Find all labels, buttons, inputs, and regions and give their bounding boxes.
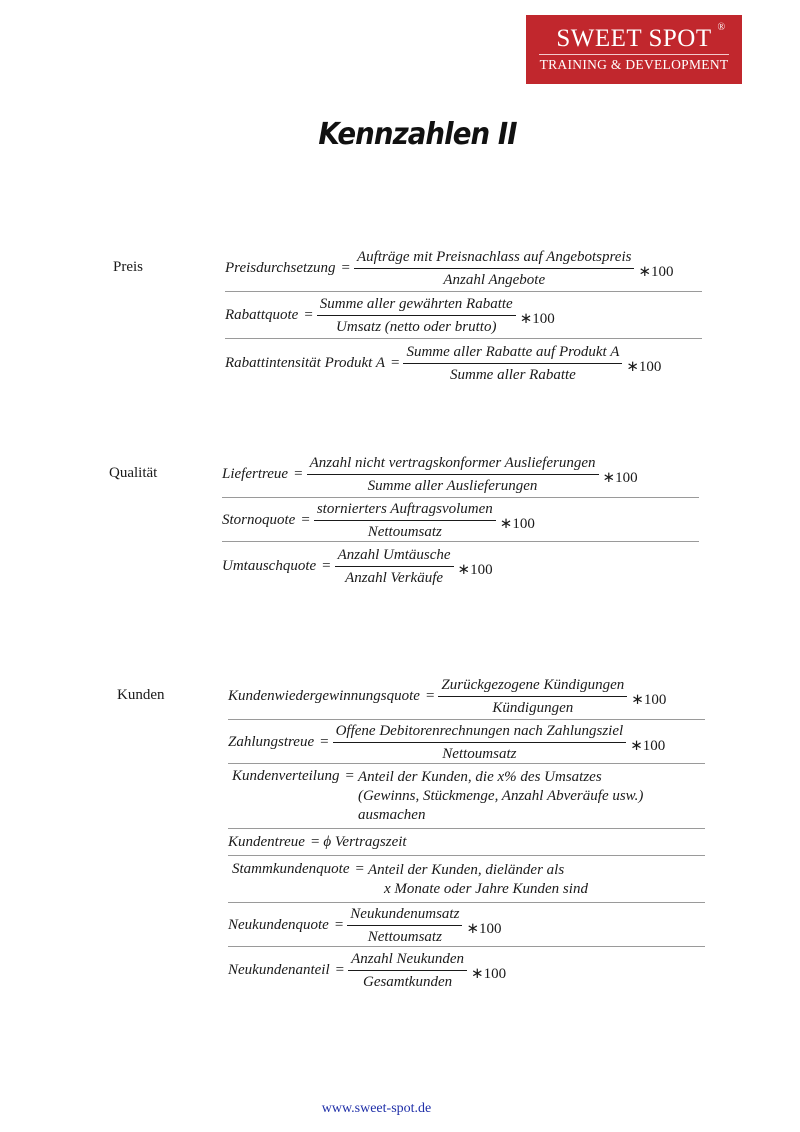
fraction: $\frac{\text{stornierters Auftragsvolumen}}{\text{Nettoumsatz}}$ [314,500,496,541]
definition-text: Anteil der Kunden, dieländer als x Monate oder Jahre Kunden sind [367,862,588,897]
fraction: $\frac{\text{Anzahl Neukunden}}{\text{Gesamtkunden}}$ [348,950,467,991]
fraction: $\frac{\text{Offene Debitorenrechnungen nach Zahlungsziel}}{\text{Nettoumsatz}}$ [333,722,627,763]
fraction: $\frac{\text{Neukundenumsatz}}{\text{Nettoumsatz}}$ [347,905,462,946]
fraction: $\frac{\text{Summe aller Rabatte auf Produkt A}}{\text{Summe aller Rabatte}}$ [403,343,622,384]
definition-text: Anteil der Kunden, die x% des Umsatzes (Gewinns, Stückmenge, Anzahl Abveräufe usw.) ausmachen [357,769,644,823]
fraction: $\frac{\text{Zurückgezogene Kündigungen}}{\text{Kündigungen}}$ [438,676,627,717]
formula-stornoquote: Stornoquote = $\frac{\text{stornierters Auftragsvolumen}}{\text{Nettoumsatz}}$ ∗100 [222,499,699,542]
formula-kundenverteilung: Kundenverteilung = Anteil der Kunden, die x% des Umsatzes (Gewinns, Stückmenge, Anzahl Abveräufe usw.) ausmachen [228,765,705,829]
footer-website-link[interactable]: www.sweet-spot.de [321,1101,432,1116]
fraction: $\frac{\text{Aufträge mit Preisnachlass auf Angebotspreis}}{\text{Anzahl Angebote}}$ [354,248,634,289]
formula-rabattintensitaet: Rabattintensität Produkt A = $\frac{\text{Summe aller Rabatte auf Produkt A}}{\text{Summe aller Rabatte}}$ ∗100 [225,343,662,383]
logo-main-text: SWEET SPOT ® [556,22,726,52]
page-title: Kennzahlen II [318,117,517,152]
formula-neukundenquote: Neukundenquote = $\frac{\text{Neukundenumsatz}}{\text{Nettoumsatz}}$ ∗100 [228,904,705,947]
formula-rabattquote: Rabattquote = $\frac{\text{Summe aller gewährten Rabatte}}{\text{Umsatz (netto oder brutto)}}$ ∗100 [225,293,702,339]
formula-liefertreue: Liefertreue = $\frac{\text{Anzahl nicht vertragskonformer Auslieferungen}}{\text{Summe aller Auslieferungen}}$ ∗100 [222,452,699,498]
fraction: $\frac{\text{Anzahl Umtäusche}}{\text{Anzahl Verkäufe}}$ [335,546,454,587]
logo-divider [539,54,729,55]
logo-subtitle: TRAINING & DEVELOPMENT [539,57,729,72]
formula-preisdurchsetzung: Preisdurchsetzung = $\frac{\text{Aufträge mit Preisnachlass auf Angebotspreis}}{\text{Anzahl Angebote}}$ ∗100 [225,246,702,292]
formula-neukundenanteil: Neukundenanteil = $\frac{\text{Anzahl Neukunden}}{\text{Gesamtkunden}}$ ∗100 [228,950,507,990]
sweet-spot-logo [526,15,742,84]
section-label-qualitaet: Qualität [109,465,158,481]
formula-umtauschquote: Umtauschquote = $\frac{\text{Anzahl Umtäusche}}{\text{Anzahl Verkäufe}}$ ∗100 [222,546,493,586]
formula-zahlungstreue: Zahlungstreue = $\frac{\text{Offene Debitorenrechnungen nach Zahlungsziel}}{\text{Nettoumsatz}}$ ∗100 [228,721,705,764]
registered-mark: ® [717,22,726,33]
formula-kundenwiedergewinnungsquote: Kundenwiedergewinnungsquote = $\frac{\text{Zurückgezogene Kündigungen}}{\text{Kündigungen}}$ ∗100 [228,674,705,720]
formula-kundentreue: Kundentreue = ϕ Vertragszeit [228,830,705,856]
section-label-kunden: Kunden [117,687,165,703]
section-label-preis: Preis [113,259,143,275]
fraction: $\frac{\text{Anzahl nicht vertragskonformer Auslieferungen}}{\text{Summe aller Auslieferungen}}$ [307,454,599,495]
formula-stammkundenquote: Stammkundenquote = Anteil der Kunden, dieländer als x Monate oder Jahre Kunden sind [228,857,705,903]
fraction: $\frac{\text{Summe aller gewährten Rabatte}}{\text{Umsatz (netto oder brutto)}}$ [317,295,516,336]
